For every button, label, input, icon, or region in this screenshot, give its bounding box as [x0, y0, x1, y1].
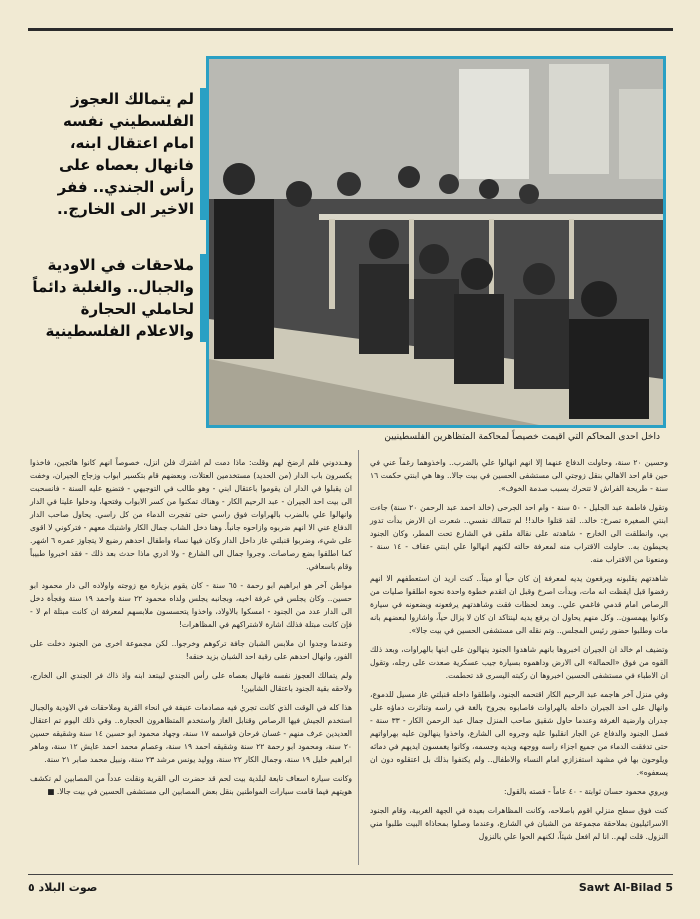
paragraph: ويروي محمود حسان ثوابتة - ٤٠ عاماً - قصته بالقول:	[504, 787, 668, 796]
paragraph: وكانت سيارة اسعاف تابعة لبلدية بيت لحم قد حضرت الى القرية ونقلت عدداً من المصابين لم تكشف هويتهم فيما قامت سيارات المواطنين بنقل بعض المصابين الى مستشفى الحسين في بيت جالا. ■	[30, 774, 352, 796]
column-divider	[358, 450, 359, 865]
top-rule	[28, 28, 673, 31]
footer-page-arabic: صوت البلاد ٥	[28, 881, 98, 894]
article-column-left	[30, 456, 352, 804]
headline-block	[28, 88, 208, 342]
footer-page-latin: Sawt Al-Bilad 5	[578, 881, 673, 894]
paragraph: وتقول فاطمة عبد الجليل - ٥٠ سنة - وام احد الجرحى (خالد احمد عبد الرحمن ٢٠ سنة) جاءت ابنتي الصغيرة تصرخ: خالد.. لقد قتلوا خالد!! لم تتمالك نفسي.. شعرت ان الارض بدأت تدور بي، وانطلقت الى الخارج - شاهدته على نقالة ملقى في الشارع تحت المطر، وكان الجنود يحيطون به.. حاولت الاقتراب منه لمعرفة حالته لكنهم انهالوا علي ابنتي عفاف - ١٤ سنة - ومنعونا من الاقتراب منه.	[370, 503, 668, 564]
paragraph: ولم يتمالك العجوز نفسه فانهال بعصاه على رأس الجندي ليبتعد ابنه واذ ذاك فر الجندي الى الخارج، ولاحقه بقية الجنود باعتقال الشابين!	[30, 671, 352, 693]
headline-1: لم يتمالك العجوز الفلسطيني نفسه امام اعتقال ابنه، فانهال بعصاه على رأس الجندي.. ففر الاخير الى الخارج..	[28, 88, 208, 220]
paragraph: كنت فوق سطح منزلي اقوم باصلاحه، وكانت المظاهرات بعيدة في الجهة الغربية، وقام الجنود الاسرائيليون بملاحقة مجموعة من الشبان في الشارع، وعندما وصلوا بمحاذاة البيت طلبوا مني النزول. قلت لهم.. انا لم افعل شيئاً، لكنهم الحوا علي بالنزول	[370, 806, 668, 841]
page-footer	[28, 874, 673, 897]
article-column-right	[370, 456, 668, 849]
headline-2: ملاحقات في الاودية والجبال.. والغلبة دائماً لحاملي الحجارة والاعلام الفلسطينية	[28, 254, 208, 342]
paragraph: وهـددوني فلم ارضخ لهم وقلت: ماذا دمت لم اشترك فلن انزل، خصوصاً انهم كانوا هائجين، فاخذوا يكسرون باب الدار (من الحديد) مستخدمين العتلات، وبعضهم قام بتكسير ابواب وزجاج الجيران، وخفت ان يقبلوا في الدار ان يقوموا باعتقال ابني - وهو طالب في التوجيهي - فتضيع عليه السنة - فانسحبت الى بيت احد الجيران - عبد الرحيم الكار - وهناك تمكنوا من كسر الابواب وفتحها، ودخلوا علينا في الدار وانهالوا علي بالضرب بالهراوات فوق راسي حتى تفجرت الدماء من كل راسي. يحاول صاحب الدار الدفاع عني الا انهم ضربوه وازاحوه جانباً. وهنا دخل الشاب جمال الكار واشتبك معهم - فتركوني لا اقوى على شيء، وضربوا قنبلتي غاز داخل الدار وكان فيها نساء واطفال احدهم رضيع لا يتجاوز عمره ٦ اشهر. كما اطلقوا بضع رصاصات. وجروا جمال الى الشارع - ولا ادري ماذا حدث بعد ذلك - فقد اخبروا طبيباً وقام باسعافي.	[30, 458, 352, 571]
paragraph: مواطن آخر هو ابراهيم ابو رحمة - ٦٥ سنة - كان يقوم بزيارة مع زوجته واولاده الى دار محمود ابو حسين.. وكان يجلس في غرفة اخيه، وبجانبه يجلس ولداه محمود ٢٢ سنة واحمد ١٩ سنة وفجأة دخل الى الدار عدد من الجنود - امسكوا بالاولاد، واخذوا يتحسسون ملابسهم لمعرفة ان كانت مبتلة ام لا - فإن كانت مبتلة فذلك اشارة لاشتراكهم في المظاهرات!	[30, 581, 352, 629]
paragraph: وفي منزل آخر هاجمه عبد الرحيم الكار اقتحمه الجنود، واطلقوا داخله قنبلتي غاز مسيل للدموع، وانهال على احد الجيران داخله بالهراوات فاصابوه بجروح بالغة في راسه وتناثرت دماؤه على جدران وارضية الغرفة وعندما حاول شقيق صاحب المنزل جمال عبد الرحمن الكار - ٣٣ سنة - فصل الجنود والدفاع عن الجار انقلبوا عليه وجروه الى الشارع، واخذوا ينهالون عليه بهراواتهم حتى تدفقت الدماء من جميع اجزاء راسه ووجهه ويديه وجسمه، وكانوا يغمسون ايديهم في دمائه ويلوحون بها في مشهد استفزازي امام النساء والاطفال.. ولم يكتفوا بذلك بل اعتقلوه دون ان يسعفوه».	[370, 690, 668, 777]
paragraph: وحسين ٢٠ سنة، وحاولت الدفاع عنهما إلا انهم انهالوا علي بالضرب.. واخذوهما رغماً عني في حين قام احد الاهالي بنقل زوجتي الى مستشفى الحسين في بيت جالا.. وها هي ابنتي حكمت ١٦ سنة - طريحة الفراش لا تتحرك بسبب صدمة الخوف».	[370, 458, 668, 493]
paragraph: وعندما وجدوا ان ملابس الشبان جافة تركوهم وخرجوا.. لكن مجموعة اخرى من الجنود دخلت على الفور، وانهال احدهم على رقبة احد الشبان بزيد خنقه!	[30, 639, 352, 661]
photo-caption: داخل احدى المحاكم التي اقيمت خصيصاً لمحاكمة المتظاهرين الفلسطينيين	[384, 432, 660, 442]
courtroom-photo-illustration	[209, 59, 663, 425]
paragraph: شاهدتهم يقلبونه ويرفعون يديه لمعرفة إن كان حياً او ميتاً.. كنت اريد ان استعطفهم الا انهم رفضوا قبل ايقظت انه مات، وبدأت اصرخ وقبل ان اتقدم خطوة واحدة نحوه اطلقوا صليات من الرصاص امام قدمي فاغمي علي.. وبعد لحظات فقت وشاهدتهم يرفعونه ويضعونه في سيارة وكانوا يهمسون.. وكل منهم يحاول ان يرفع يديه لينتاكد ان كان لا يزال حياً، واشاروا لبعضهم بانه مات وطلبوا حضور رئيس المجلس.. وتم نقله الى مستشفى الحسين في بيت جالا».	[370, 574, 668, 635]
paragraph: وتضيف ام خالد ان الجيران اخبروها بانهم شاهدوا الجنود ينهالون على ابنها بالهراوات، وبعد ذلك القوه من فوق «الحمالة» الى الارض وداهموه بسيارة جيب عسكرية صعدت على رجله، وتقول ان الاطباء في مستشفى الحسين اخبروها ان ركبته اليسرى قد تحطمت.	[370, 645, 668, 680]
courtroom-photo	[206, 56, 666, 428]
paragraph: هذا كله في الوقت الذي كانت تجري فيه مصادمات عنيفة في انحاء القرية وملاحقات في الاودية والجبال استخدم الجيش فيها الرصاص وقنابل الغاز واستخدم المتظاهرون الحجارة.. وفي ذلك اليوم تم اعتقال العديدين عرف منهم - غسان فرحان قواسمه ١٧ سنة، وجهاد محمود ابو حسين ١٤ سنة وشقيقه حسين ٢٠ سنة، ومحمود ابو رحمة ٢٢ سنة وشقيقه احمد ١٩ سنة، وعصام محمد احمد عايش ١٢ سنة، وماهر ابراهيم خليل ١٩ سنة، وجمال الكار ٢٢ سنة، ووليد يونس مرشد ٢٣ سنة، ونبيل محمد صابر ٢١ سنة.	[30, 703, 353, 764]
